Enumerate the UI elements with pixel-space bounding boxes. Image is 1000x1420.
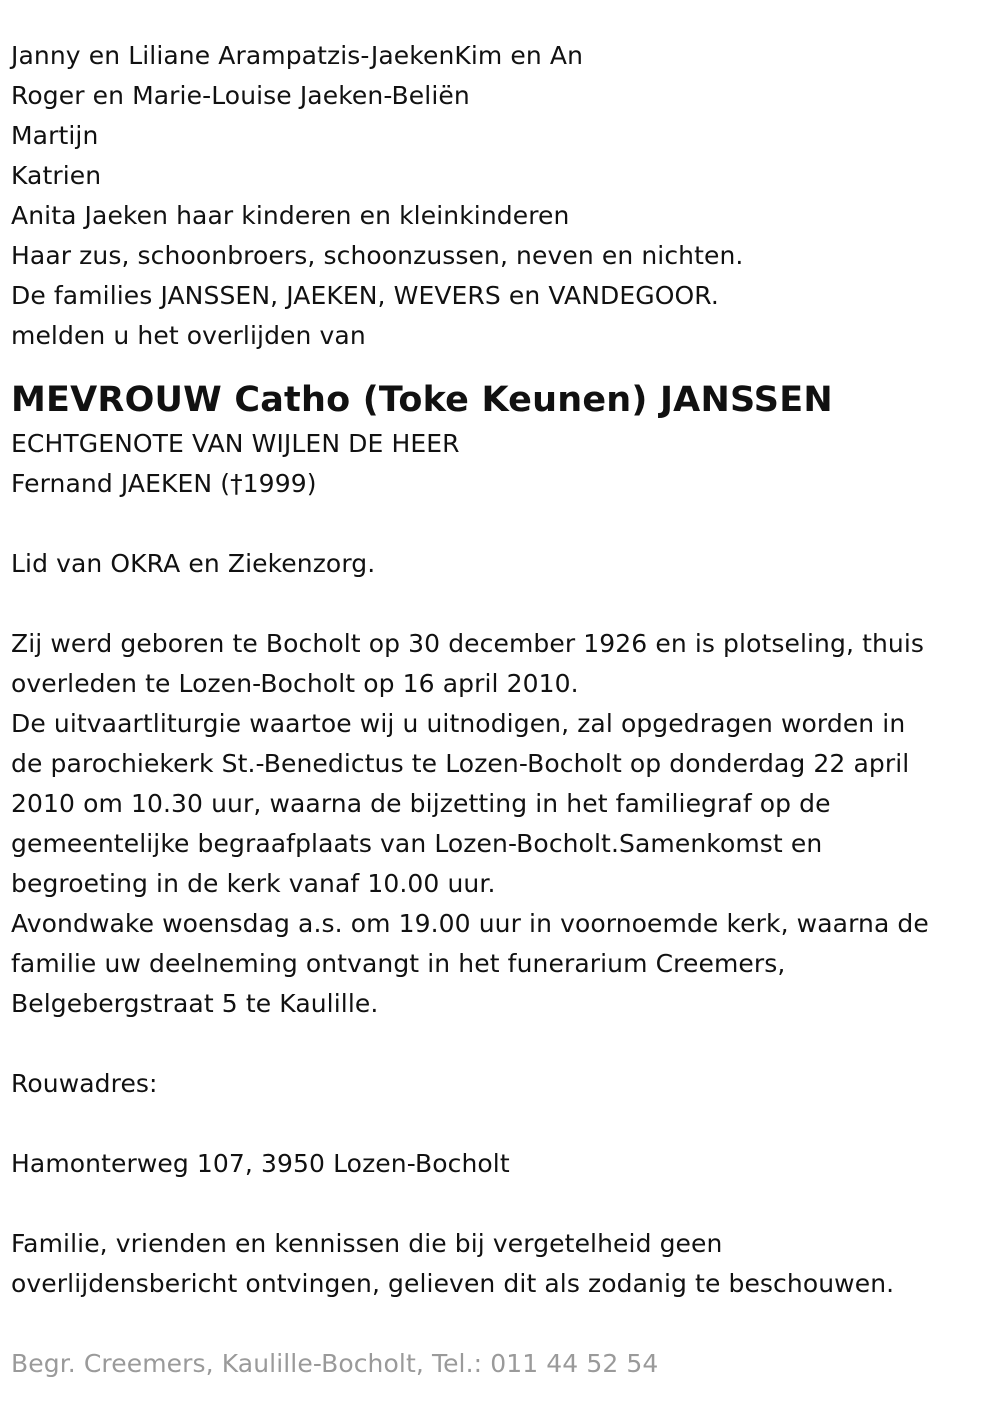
family-line: Roger en Marie-Louise Jaeken-Beliën bbox=[11, 81, 470, 110]
spacer bbox=[11, 1304, 991, 1344]
spacer bbox=[11, 584, 991, 624]
family-line: melden u het overlijden van bbox=[11, 321, 366, 350]
body-line: de parochiekerk St.-Benedictus te Lozen-Bocholt op donderdag 22 april bbox=[11, 749, 910, 778]
obituary-notice bbox=[11, 36, 991, 1384]
closing-line: overlijdensbericht ontvingen, gelieven dit als zodanig te beschouwen. bbox=[11, 1269, 895, 1298]
membership-text: Lid van OKRA en Ziekenzorg. bbox=[11, 549, 376, 578]
spouse-line: ECHTGENOTE VAN WIJLEN DE HEER bbox=[11, 429, 460, 458]
family-line: Janny en Liliane Arampatzis-JaekenKim en An bbox=[11, 41, 584, 70]
mourning-address-label: Rouwadres: bbox=[11, 1069, 158, 1098]
family-line: Katrien bbox=[11, 161, 102, 190]
body-line: overleden te Lozen-Bocholt op 16 april 2010. bbox=[11, 669, 579, 698]
spouse-name: Fernand JAEKEN (†1999) bbox=[11, 469, 317, 498]
spacer bbox=[11, 1184, 991, 1224]
closing-line: Familie, vrienden en kennissen die bij vergetelheid geen bbox=[11, 1229, 723, 1258]
body-line: Zij werd geboren te Bocholt op 30 december 1926 en is plotseling, thuis bbox=[11, 629, 925, 658]
spacer bbox=[11, 1104, 991, 1144]
body-line: De uitvaartliturgie waartoe wij u uitnodigen, zal opgedragen worden in bbox=[11, 709, 906, 738]
body-line: begroeting in de kerk vanaf 10.00 uur. bbox=[11, 869, 496, 898]
funeral-home-footer: Begr. Creemers, Kaulille-Bocholt, Tel.: 011 44 52 54 bbox=[11, 1349, 659, 1378]
spacer bbox=[11, 1024, 991, 1064]
family-line: Haar zus, schoonbroers, schoonzussen, neven en nichten. bbox=[11, 241, 744, 270]
body-line: Belgebergstraat 5 te Kaulille. bbox=[11, 989, 379, 1018]
body-line: familie uw deelneming ontvangt in het funerarium Creemers, bbox=[11, 949, 786, 978]
family-announcement bbox=[11, 36, 991, 356]
mourning-address: Hamonterweg 107, 3950 Lozen-Bocholt bbox=[11, 1149, 510, 1178]
deceased-name: MEVROUW Catho (Toke Keunen) JANSSEN bbox=[11, 380, 833, 420]
body-line: Avondwake woensdag a.s. om 19.00 uur in voornoemde kerk, waarna de bbox=[11, 909, 929, 938]
body-line: gemeentelijke begraafplaats van Lozen-Bocholt.Samenkomst en bbox=[11, 829, 823, 858]
family-line: De families JANSSEN, JAEKEN, WEVERS en VANDEGOOR. bbox=[11, 281, 719, 310]
funeral-details bbox=[11, 624, 991, 1024]
family-line: Anita Jaeken haar kinderen en kleinkinderen bbox=[11, 201, 570, 230]
spacer bbox=[11, 504, 991, 544]
closing-note bbox=[11, 1224, 991, 1304]
body-line: 2010 om 10.30 uur, waarna de bijzetting in het familiegraf op de bbox=[11, 789, 831, 818]
family-line: Martijn bbox=[11, 121, 99, 150]
